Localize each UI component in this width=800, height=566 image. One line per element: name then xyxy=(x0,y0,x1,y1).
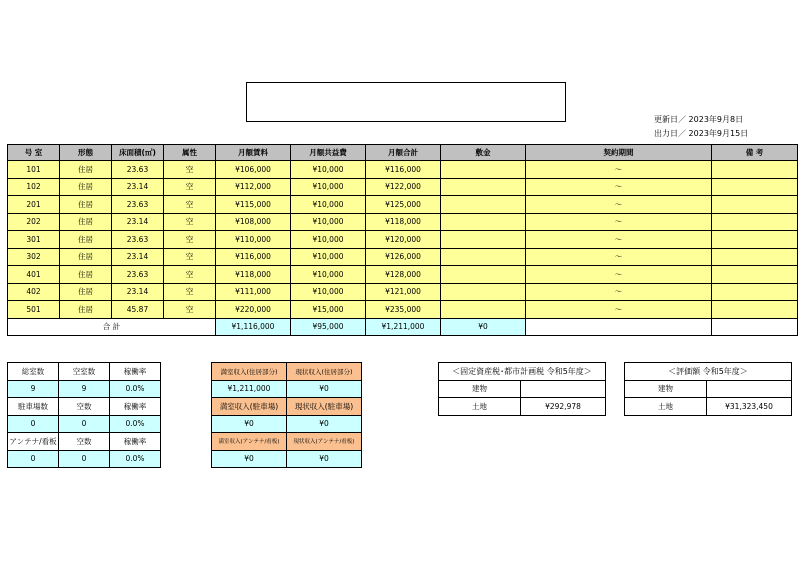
room-number: 201 xyxy=(8,196,60,214)
room-rent: ¥115,000 xyxy=(216,196,291,214)
updated-date: 2023年9月8日 xyxy=(688,115,744,124)
full-income-residential-label: 満室収入(住居部分) xyxy=(212,363,287,381)
col-room: 号 室 xyxy=(8,145,60,161)
full-income-residential-value: ¥1,211,000 xyxy=(212,380,287,398)
col-deposit: 敷金 xyxy=(441,145,526,161)
output-label: 出力日／ xyxy=(654,129,686,138)
room-number: 301 xyxy=(8,231,60,249)
room-attr: 空 xyxy=(164,231,216,249)
occupancy-header-3 xyxy=(8,433,161,451)
room-total: ¥122,000 xyxy=(366,178,441,196)
valuation-land-label: 土地 xyxy=(625,398,707,416)
room-area: 23.14 xyxy=(112,213,164,231)
room-type: 住居 xyxy=(60,266,112,284)
occupancy-values-3 xyxy=(8,450,161,468)
parking-count-value: 0 xyxy=(8,415,59,433)
room-type: 住居 xyxy=(60,213,112,231)
col-period: 契約期間 xyxy=(526,145,712,161)
table-row xyxy=(8,213,798,231)
current-income-residential-label: 現状収入(住居部分) xyxy=(287,363,362,381)
antenna-count-value: 0 xyxy=(8,450,59,468)
room-contract-period: ～ xyxy=(526,161,712,179)
room-deposit xyxy=(441,196,526,214)
valuation-building-row xyxy=(625,380,792,398)
col-rent: 月額賃料 xyxy=(216,145,291,161)
room-area: 23.63 xyxy=(112,266,164,284)
tax-land-label: 土地 xyxy=(439,398,521,416)
updated-date-line xyxy=(654,113,748,127)
room-type: 住居 xyxy=(60,301,112,319)
tax-building-value xyxy=(521,380,606,398)
room-common-fee: ¥15,000 xyxy=(291,301,366,319)
table-row xyxy=(8,161,798,179)
room-type: 住居 xyxy=(60,196,112,214)
occupancy-values-2 xyxy=(8,415,161,433)
room-total: ¥116,000 xyxy=(366,161,441,179)
output-date: 2023年9月15日 xyxy=(688,129,749,138)
room-rent: ¥112,000 xyxy=(216,178,291,196)
room-note xyxy=(712,161,798,179)
tax-building-label: 建物 xyxy=(439,380,521,398)
income-header-1 xyxy=(212,363,362,381)
income-values-3 xyxy=(212,450,362,468)
room-note xyxy=(712,196,798,214)
total-note xyxy=(712,318,798,336)
room-note xyxy=(712,283,798,301)
room-common-fee: ¥10,000 xyxy=(291,196,366,214)
total-deposit: ¥0 xyxy=(441,318,526,336)
room-contract-period: ～ xyxy=(526,178,712,196)
tax-title-row xyxy=(439,363,606,381)
room-number: 401 xyxy=(8,266,60,284)
room-area: 23.63 xyxy=(112,161,164,179)
parking-rate-label: 稼働率 xyxy=(110,398,161,416)
room-number: 202 xyxy=(8,213,60,231)
room-type: 住居 xyxy=(60,248,112,266)
room-common-fee: ¥10,000 xyxy=(291,178,366,196)
room-deposit xyxy=(441,161,526,179)
room-attr: 空 xyxy=(164,266,216,284)
room-deposit xyxy=(441,248,526,266)
current-income-parking-label: 現状収入(駐車場) xyxy=(287,398,362,416)
table-row xyxy=(8,248,798,266)
income-table xyxy=(211,362,362,468)
occupancy-header-1 xyxy=(8,363,161,381)
room-note xyxy=(712,178,798,196)
total-label: 合 計 xyxy=(8,318,216,336)
room-total: ¥118,000 xyxy=(366,213,441,231)
room-total: ¥128,000 xyxy=(366,266,441,284)
room-note xyxy=(712,248,798,266)
room-rent: ¥110,000 xyxy=(216,231,291,249)
room-attr: 空 xyxy=(164,248,216,266)
room-area: 45.87 xyxy=(112,301,164,319)
parking-count-label: 駐車場数 xyxy=(8,398,59,416)
room-deposit xyxy=(441,266,526,284)
vacant-rooms-label: 空室数 xyxy=(59,363,110,381)
room-contract-period: ～ xyxy=(526,301,712,319)
col-total: 月額合計 xyxy=(366,145,441,161)
room-contract-period: ～ xyxy=(526,213,712,231)
total-total: ¥1,211,000 xyxy=(366,318,441,336)
room-total: ¥126,000 xyxy=(366,248,441,266)
tax-title: ＜固定資産税･都市計画税 令和5年度＞ xyxy=(439,363,606,381)
col-common: 月額共益費 xyxy=(291,145,366,161)
total-period xyxy=(526,318,712,336)
updated-label: 更新日／ xyxy=(654,115,686,124)
room-number: 102 xyxy=(8,178,60,196)
rent-roll-table xyxy=(7,144,798,336)
current-income-parking-value: ¥0 xyxy=(287,415,362,433)
room-total: ¥120,000 xyxy=(366,231,441,249)
parking-rate-value: 0.0% xyxy=(110,415,161,433)
room-rent: ¥116,000 xyxy=(216,248,291,266)
header-row xyxy=(8,145,798,161)
room-contract-period: ～ xyxy=(526,196,712,214)
occupancy-header-2 xyxy=(8,398,161,416)
room-area: 23.63 xyxy=(112,231,164,249)
room-number: 302 xyxy=(8,248,60,266)
room-attr: 空 xyxy=(164,161,216,179)
total-rooms-value: 9 xyxy=(8,380,59,398)
total-rent: ¥1,116,000 xyxy=(216,318,291,336)
room-number: 501 xyxy=(8,301,60,319)
income-values-1 xyxy=(212,380,362,398)
room-rent: ¥106,000 xyxy=(216,161,291,179)
occupancy-table xyxy=(7,362,161,468)
room-deposit xyxy=(441,231,526,249)
room-contract-period: ～ xyxy=(526,248,712,266)
table-row xyxy=(8,283,798,301)
col-attr: 属性 xyxy=(164,145,216,161)
room-contract-period: ～ xyxy=(526,231,712,249)
output-date-line xyxy=(654,127,748,141)
valuation-land-value: ¥31,323,450 xyxy=(707,398,792,416)
room-deposit xyxy=(441,178,526,196)
valuation-table xyxy=(624,362,792,416)
table-row xyxy=(8,266,798,284)
room-common-fee: ¥10,000 xyxy=(291,231,366,249)
room-area: 23.63 xyxy=(112,196,164,214)
room-total: ¥235,000 xyxy=(366,301,441,319)
room-deposit xyxy=(441,301,526,319)
valuation-building-value xyxy=(707,380,792,398)
tax-land-row xyxy=(439,398,606,416)
table-row xyxy=(8,231,798,249)
room-rent: ¥108,000 xyxy=(216,213,291,231)
full-income-parking-label: 満室収入(駐車場) xyxy=(212,398,287,416)
room-common-fee: ¥10,000 xyxy=(291,248,366,266)
antenna-rate-value: 0.0% xyxy=(110,450,161,468)
antenna-count-label: アンテナ/看板 xyxy=(8,433,59,451)
room-attr: 空 xyxy=(164,178,216,196)
col-type: 形態 xyxy=(60,145,112,161)
room-attr: 空 xyxy=(164,196,216,214)
room-deposit xyxy=(441,213,526,231)
room-number: 101 xyxy=(8,161,60,179)
room-common-fee: ¥10,000 xyxy=(291,283,366,301)
room-note xyxy=(712,266,798,284)
property-tax-table xyxy=(438,362,606,416)
table-row xyxy=(8,178,798,196)
antenna-rate-label: 稼働率 xyxy=(110,433,161,451)
full-income-antenna-label: 満室収入(アンテナ/看板) xyxy=(212,433,287,451)
room-rent: ¥220,000 xyxy=(216,301,291,319)
room-common-fee: ¥10,000 xyxy=(291,161,366,179)
room-area: 23.14 xyxy=(112,283,164,301)
parking-vacant-value: 0 xyxy=(59,415,110,433)
room-note xyxy=(712,301,798,319)
total-common: ¥95,000 xyxy=(291,318,366,336)
room-attr: 空 xyxy=(164,283,216,301)
valuation-land-row xyxy=(625,398,792,416)
room-area: 23.14 xyxy=(112,248,164,266)
room-common-fee: ¥10,000 xyxy=(291,213,366,231)
room-contract-period: ～ xyxy=(526,266,712,284)
room-contract-period: ～ xyxy=(526,283,712,301)
room-type: 住居 xyxy=(60,283,112,301)
col-note: 備 考 xyxy=(712,145,798,161)
occupancy-values-1 xyxy=(8,380,161,398)
room-total: ¥121,000 xyxy=(366,283,441,301)
room-rent: ¥111,000 xyxy=(216,283,291,301)
title-box xyxy=(246,82,566,122)
valuation-title: ＜評価額 令和5年度＞ xyxy=(625,363,792,381)
table-row xyxy=(8,196,798,214)
tax-building-row xyxy=(439,380,606,398)
full-income-antenna-value: ¥0 xyxy=(212,450,287,468)
room-number: 402 xyxy=(8,283,60,301)
room-note xyxy=(712,213,798,231)
date-info xyxy=(654,113,748,141)
room-type: 住居 xyxy=(60,231,112,249)
room-attr: 空 xyxy=(164,213,216,231)
total-rooms-label: 総室数 xyxy=(8,363,59,381)
current-income-antenna-label: 現状収入(アンテナ/看板) xyxy=(287,433,362,451)
table-row xyxy=(8,301,798,319)
valuation-title-row xyxy=(625,363,792,381)
antenna-vacant-label: 空数 xyxy=(59,433,110,451)
vacant-rooms-value: 9 xyxy=(59,380,110,398)
room-attr: 空 xyxy=(164,301,216,319)
room-type: 住居 xyxy=(60,178,112,196)
room-common-fee: ¥10,000 xyxy=(291,266,366,284)
room-total: ¥125,000 xyxy=(366,196,441,214)
current-income-residential-value: ¥0 xyxy=(287,380,362,398)
income-header-3 xyxy=(212,433,362,451)
tax-land-value: ¥292,978 xyxy=(521,398,606,416)
room-note xyxy=(712,231,798,249)
valuation-building-label: 建物 xyxy=(625,380,707,398)
room-deposit xyxy=(441,283,526,301)
parking-vacant-label: 空数 xyxy=(59,398,110,416)
col-area: 床面積(㎡) xyxy=(112,145,164,161)
room-area: 23.14 xyxy=(112,178,164,196)
income-header-2 xyxy=(212,398,362,416)
antenna-vacant-value: 0 xyxy=(59,450,110,468)
occupancy-rate-label: 稼働率 xyxy=(110,363,161,381)
room-rent: ¥118,000 xyxy=(216,266,291,284)
income-values-2 xyxy=(212,415,362,433)
current-income-antenna-value: ¥0 xyxy=(287,450,362,468)
total-row xyxy=(8,318,798,336)
full-income-parking-value: ¥0 xyxy=(212,415,287,433)
occupancy-rate-value: 0.0% xyxy=(110,380,161,398)
room-type: 住居 xyxy=(60,161,112,179)
